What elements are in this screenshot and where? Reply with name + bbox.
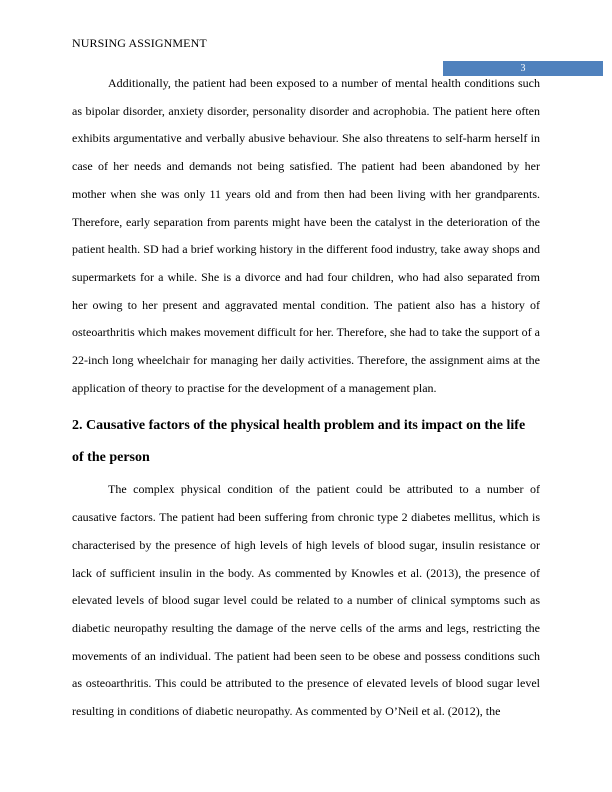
running-head: NURSING ASSIGNMENT — [72, 36, 207, 50]
page-number-badge: 3 — [443, 61, 603, 76]
body-paragraph: The complex physical condition of the patient could be attributed to a number of causative factors. The patient had been suffering from chronic type 2 diabetes mellitus, which is characterised by the presence of high levels of high levels of blood sugar, insulin resistance or lack of sufficient insulin in the body. As commented by Knowles et al. (2013), the presence of elevated levels of blood sugar level could be related to a number of clinical symptoms such as diabetic neuropathy resulting the damage of the nerve cells of the arms and legs, restricting the movements of an individual. The patient had been seen to be obese and possess conditions such as osteoarthritis. This could be attributed to the presence of elevated levels of blood sugar level resulting in conditions of diabetic neuropathy. As commented by O’Neil et al. (2012), the — [72, 482, 540, 719]
section-heading: 2. Causative factors of the physical health problem and its impact on the life of the person — [72, 418, 526, 466]
body-paragraph: Additionally, the patient had been exposed to a number of mental health conditions such as bipolar disorder, anxiety disorder, personality disorder and acrophobia. The patient here often exhibits argumentative and verbally abusive behaviour. She also threatens to self-harm herself in case of her needs and demands not being satisfied. The patient had been abandoned by her mother when she was only 11 years old and from then had been living with her grandparents. Therefore, early separation from parents might have been the catalyst in the deterioration of the patient health. SD had a brief working history in the different food industry, take away shops and supermarkets for a while. She is a divorce and had four children, who had also separated from her owing to her present and aggravated mental condition. The patient also has a history of osteoarthritis which makes movement difficult for her. Therefore, she had to take the support of a 22-inch long wheelchair for managing her daily activities. Therefore, the assignment aims at the application of theory to practise for the development of a management plan. — [72, 76, 540, 395]
document-body — [72, 70, 540, 726]
